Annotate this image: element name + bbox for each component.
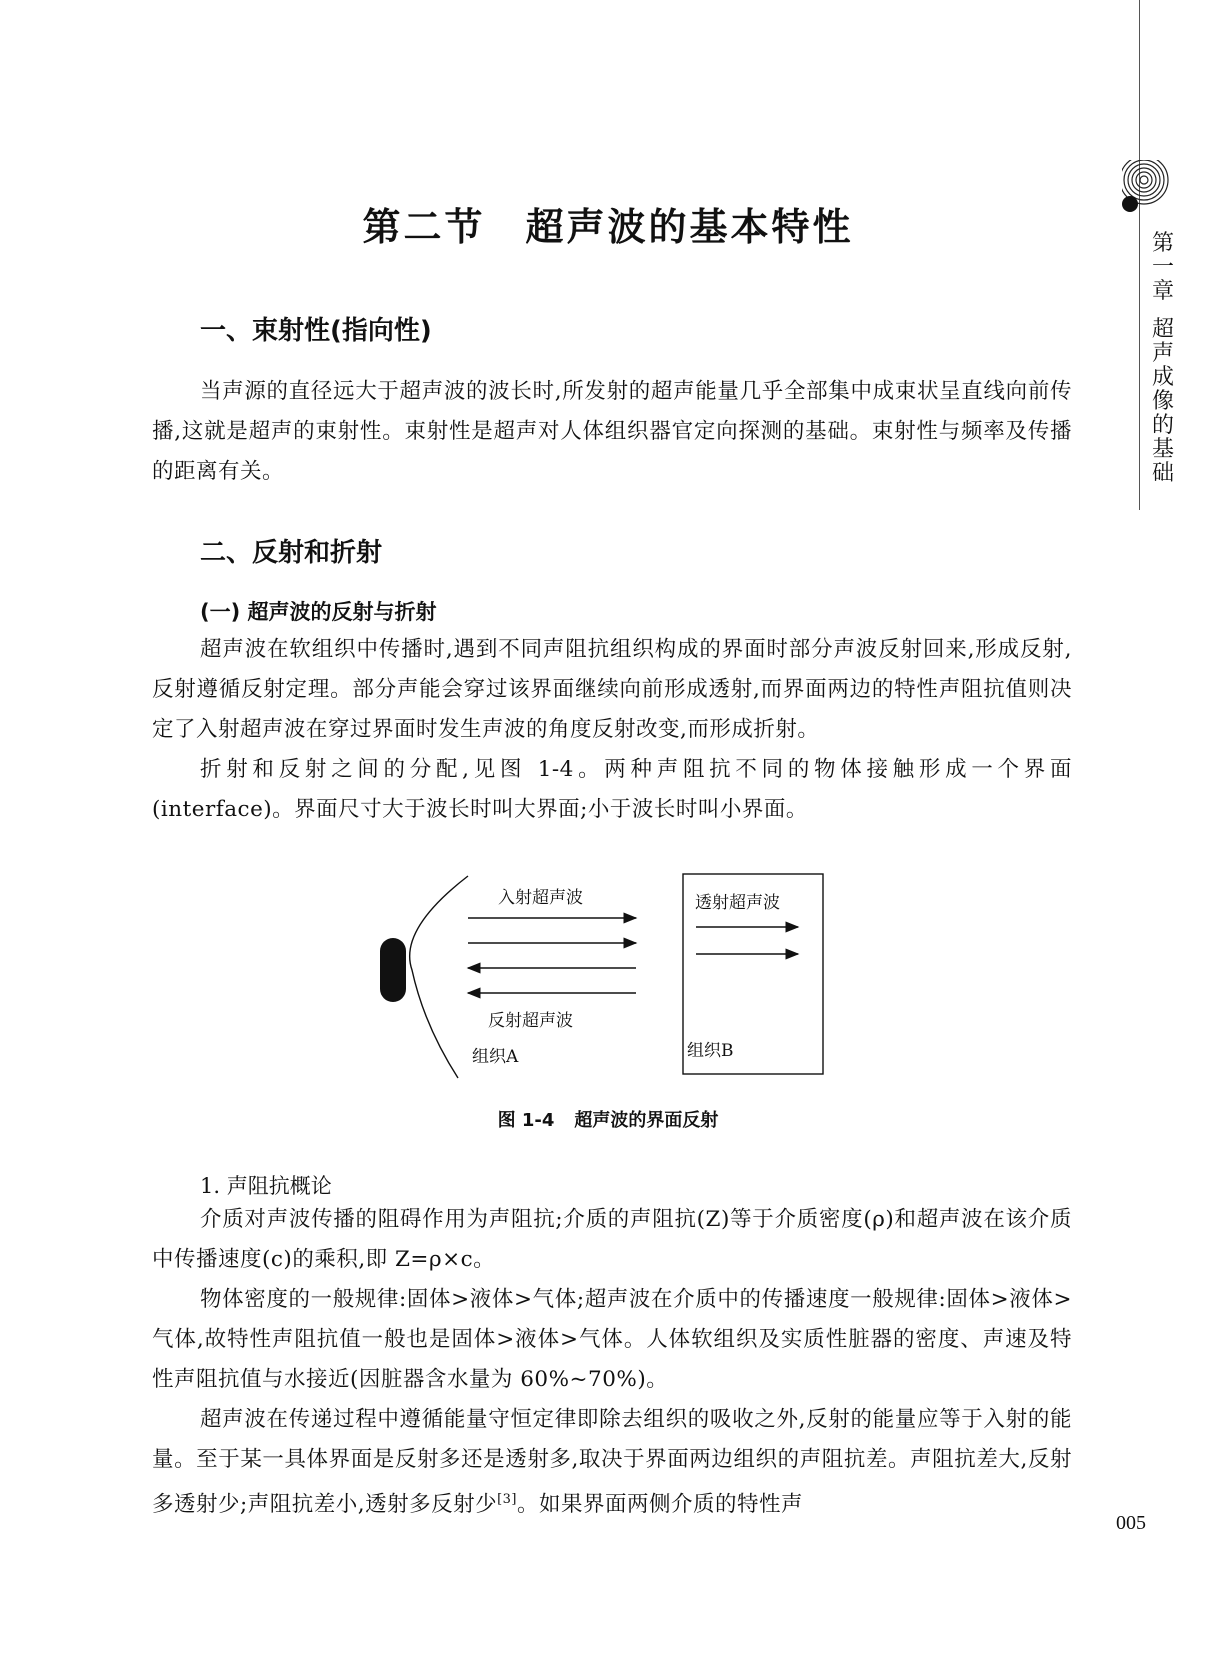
chapter-title-char: 基: [1151, 437, 1174, 462]
subheading-reflection: (一) 超声波的反射与折射: [200, 600, 437, 624]
chapter-title-char: 的: [1151, 413, 1174, 438]
figure-caption: [0, 1106, 1216, 1132]
paragraph: [152, 1400, 1072, 1525]
label-incident: 入射超声波: [498, 888, 583, 908]
margin-rule: [1139, 0, 1140, 510]
transducer-probe: [380, 938, 406, 1002]
chapter-side-tab: [1148, 232, 1178, 486]
chapter-char: 第: [1151, 231, 1174, 256]
citation-ref: [3]: [497, 1492, 518, 1507]
page-number: 005: [1116, 1512, 1146, 1534]
chapter-title-char: 超: [1151, 317, 1174, 342]
diagram: [380, 870, 840, 1080]
paragraph-text: 超声波在传递过程中遵循能量守恒定律即除去组织的吸收之外,反射的能量应等于入射的能量。至于某一具体界面是反射多还是透射多,取决于界面两边组织的声阻抗差。声阻抗差大,反射多透射少;声阻抗差小,透射多反射少: [152, 1407, 1072, 1518]
interface-curve: [410, 876, 468, 1078]
label-tissue-b: 组织B: [687, 1041, 734, 1061]
figure-caption-text: 超声波的界面反射: [574, 1110, 719, 1131]
chapter-char: 章: [1151, 279, 1174, 304]
chapter-title-char: 声: [1151, 341, 1174, 366]
heading-beam: 一、束射性(指向性): [200, 316, 432, 346]
section-title: [0, 196, 1216, 251]
chapter-title-char: 成: [1151, 365, 1174, 390]
figure-caption-number: 图 1-4: [497, 1110, 555, 1131]
paragraph: 折射和反射之间的分配,见图 1-4。两种声阻抗不同的物体接触形成一个界面(interface)。界面尺寸大于波长时叫大界面;小于波长时叫小界面。: [152, 757, 1072, 822]
label-tissue-a: 组织A: [472, 1047, 519, 1067]
paragraph-text: 。如果界面两侧介质的特性声: [517, 1492, 804, 1518]
chapter-char: 一: [1151, 255, 1174, 280]
heading-reflection: 二、反射和折射: [200, 538, 383, 568]
heading-acoustic-impedance: 1. 声阻抗概论: [200, 1174, 332, 1198]
chapter-title-char: 像: [1151, 389, 1174, 414]
paragraph: 超声波在软组织中传播时,遇到不同声阻抗组织构成的界面时部分声波反射回来,形成反射,反射遵循反射定理。部分声能会穿过该界面继续向前形成透射,而界面两边的特性声阻抗值则决定了入射超声波在穿过界面时发生声波的角度反射改变,而形成折射。: [152, 637, 1072, 742]
section-title-text: 超声波的基本特性: [525, 204, 854, 249]
paragraph: 当声源的直径远大于超声波的波长时,所发射的超声能量几乎全部集中成束状呈直线向前传播,这就是超声的束射性。束射性是超声对人体组织器官定向探测的基础。束射性与频率及传播的距离有关。: [152, 379, 1072, 484]
chapter-title-char: 础: [1151, 461, 1174, 486]
label-transmitted: 透射超声波: [695, 893, 780, 913]
paragraph: 介质对声波传播的阻碍作用为声阻抗;介质的声阻抗(Z)等于介质密度(ρ)和超声波在该介质中传播速度(c)的乘积,即 Z=ρ×c。: [152, 1207, 1072, 1272]
paragraph: 物体密度的一般规律:固体>液体>气体;超声波在介质中的传播速度一般规律:固体>液体> 气体,故特性声阻抗值一般也是固体>液体>气体。人体软组织及实质性脏器的密度、声速及特性声阻抗值与水接近(因脏器含水量为 60%~70%)。: [152, 1287, 1072, 1392]
section-number: 第二节: [362, 204, 486, 249]
figure-interface-reflection: [380, 870, 840, 1080]
label-reflected: 反射超声波: [488, 1011, 573, 1031]
